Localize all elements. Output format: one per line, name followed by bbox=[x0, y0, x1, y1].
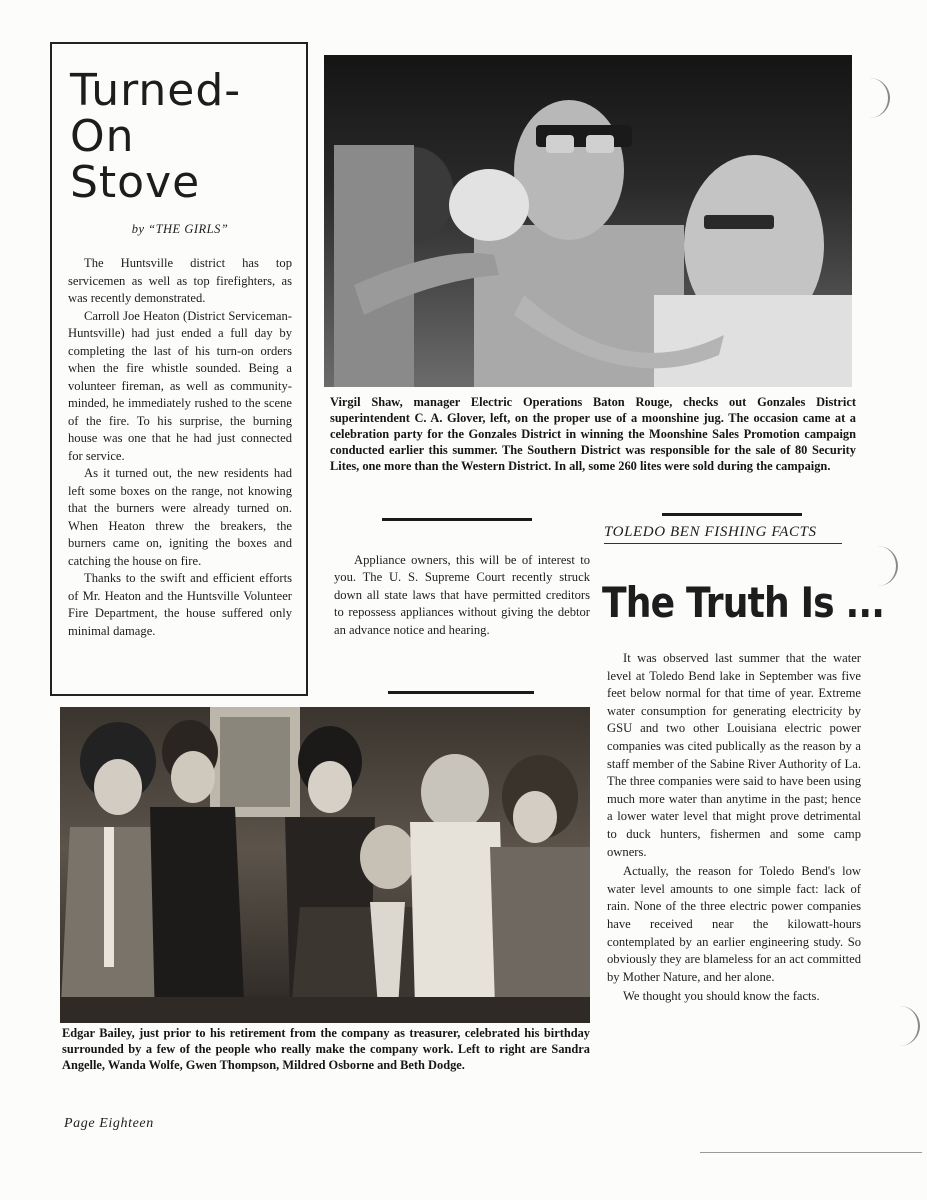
appliance-owners-notice bbox=[334, 552, 590, 639]
divider-rule bbox=[662, 513, 802, 516]
page-number: Page Eighteen bbox=[64, 1116, 154, 1131]
article-headline: The Truth Is ... bbox=[602, 578, 885, 627]
paragraph: Actually, the reason for Toledo Bend's low water level amounts to one simple fact: lack of rain. None of the three electric power companies have received near the kilowatt-hours contemplated by an earlier engineering study. So obviously they are blameless for an act committed by Mother Nature, and her alone. bbox=[607, 864, 861, 984]
article-title bbox=[70, 65, 292, 208]
binder-hole-mark bbox=[876, 546, 898, 586]
byline: by “THE GIRLS” bbox=[131, 222, 229, 236]
top-photo-caption: Virgil Shaw, manager Electric Operations Baton Rouge, checks out Gonzales District superintendent C. A. Glover, left, on the proper use of a moonshine jug. The occasion came at a celebration party for the Gonzales District in winning the Moonshine Sales Promotion campaign conducted earlier this summer. The Southern District was responsible for the sale of 80 Security Lites, one more than the Western District. In all, some 260 lites were sold during the campaign. bbox=[330, 395, 856, 473]
title-line-2: Stove bbox=[70, 157, 201, 208]
binder-hole-mark bbox=[898, 1006, 920, 1046]
divider-rule bbox=[382, 518, 532, 521]
paragraph: We thought you should know the facts. bbox=[623, 989, 820, 1004]
section-kicker: TOLEDO BEN FISHING FACTS bbox=[604, 524, 842, 544]
birthday-celebration-photo bbox=[60, 707, 590, 1023]
paragraph: Thanks to the swift and efficient efforts of Mr. Heaton and the Huntsville Volunteer Fire Department, the house suffered only minimal damage. bbox=[68, 571, 292, 638]
title-line-1: Turned-On bbox=[70, 65, 242, 162]
divider-rule bbox=[388, 691, 534, 694]
page-edge-line bbox=[700, 1152, 922, 1153]
paragraph: Appliance owners, this will be of interest to you. The U. S. Supreme Court recently struck down all state laws that have permitted creditors to repossess appliances without giving the debtor an advance notice and hearing. bbox=[334, 553, 590, 637]
toledo-bend-article bbox=[607, 650, 861, 1008]
binder-hole-mark bbox=[868, 78, 890, 118]
bottom-photo-caption: Edgar Bailey, just prior to his retirement from the company as treasurer, celebrated his birthday surrounded by a few of the people who really make the company work. Left to right are Sandra Angelle, Wanda Wolfe, Gwen Thompson, Mildred Osborne and Beth Dodge. bbox=[62, 1026, 590, 1072]
photo-illustration bbox=[324, 55, 852, 387]
paragraph: As it turned out, the new residents had left some boxes on the range, not knowing that the burners were already turned on. When Heaton threw the breakers, the burners came on, igniting the boxes and catching the house on fire. bbox=[68, 466, 292, 568]
moonshine-jug-photo bbox=[324, 55, 852, 387]
paragraph: Carroll Joe Heaton (District Serviceman-Huntsville) had just ended a full day by completing the last of his turn-on orders when the fire whistle sounded. Being a volunteer fireman, as well as community-minded, he immediately rushed to the scene of the fire. To his surprise, the burning house was one that he had just connected for service. bbox=[68, 308, 292, 463]
photo-illustration bbox=[60, 707, 590, 1023]
paragraph: The Huntsville district has top servicemen as well as top firefighters, as was recently demonstrated. bbox=[68, 256, 292, 305]
turned-on-stove-article bbox=[50, 42, 308, 696]
paragraph: It was observed last summer that the water level at Toledo Bend lake in September was five feet below normal for that time of year. Extreme water consumption for generating electricity by GSU and two other Louisiana electric power companies was cited publically as the reason by a staff member of the Sabine River Authority of La. The three companies were said to have been using much more water than anytime in the past; hence a lower water level that might prove detrimental to duck hunters, fishermen and some camp owners. bbox=[607, 651, 861, 859]
